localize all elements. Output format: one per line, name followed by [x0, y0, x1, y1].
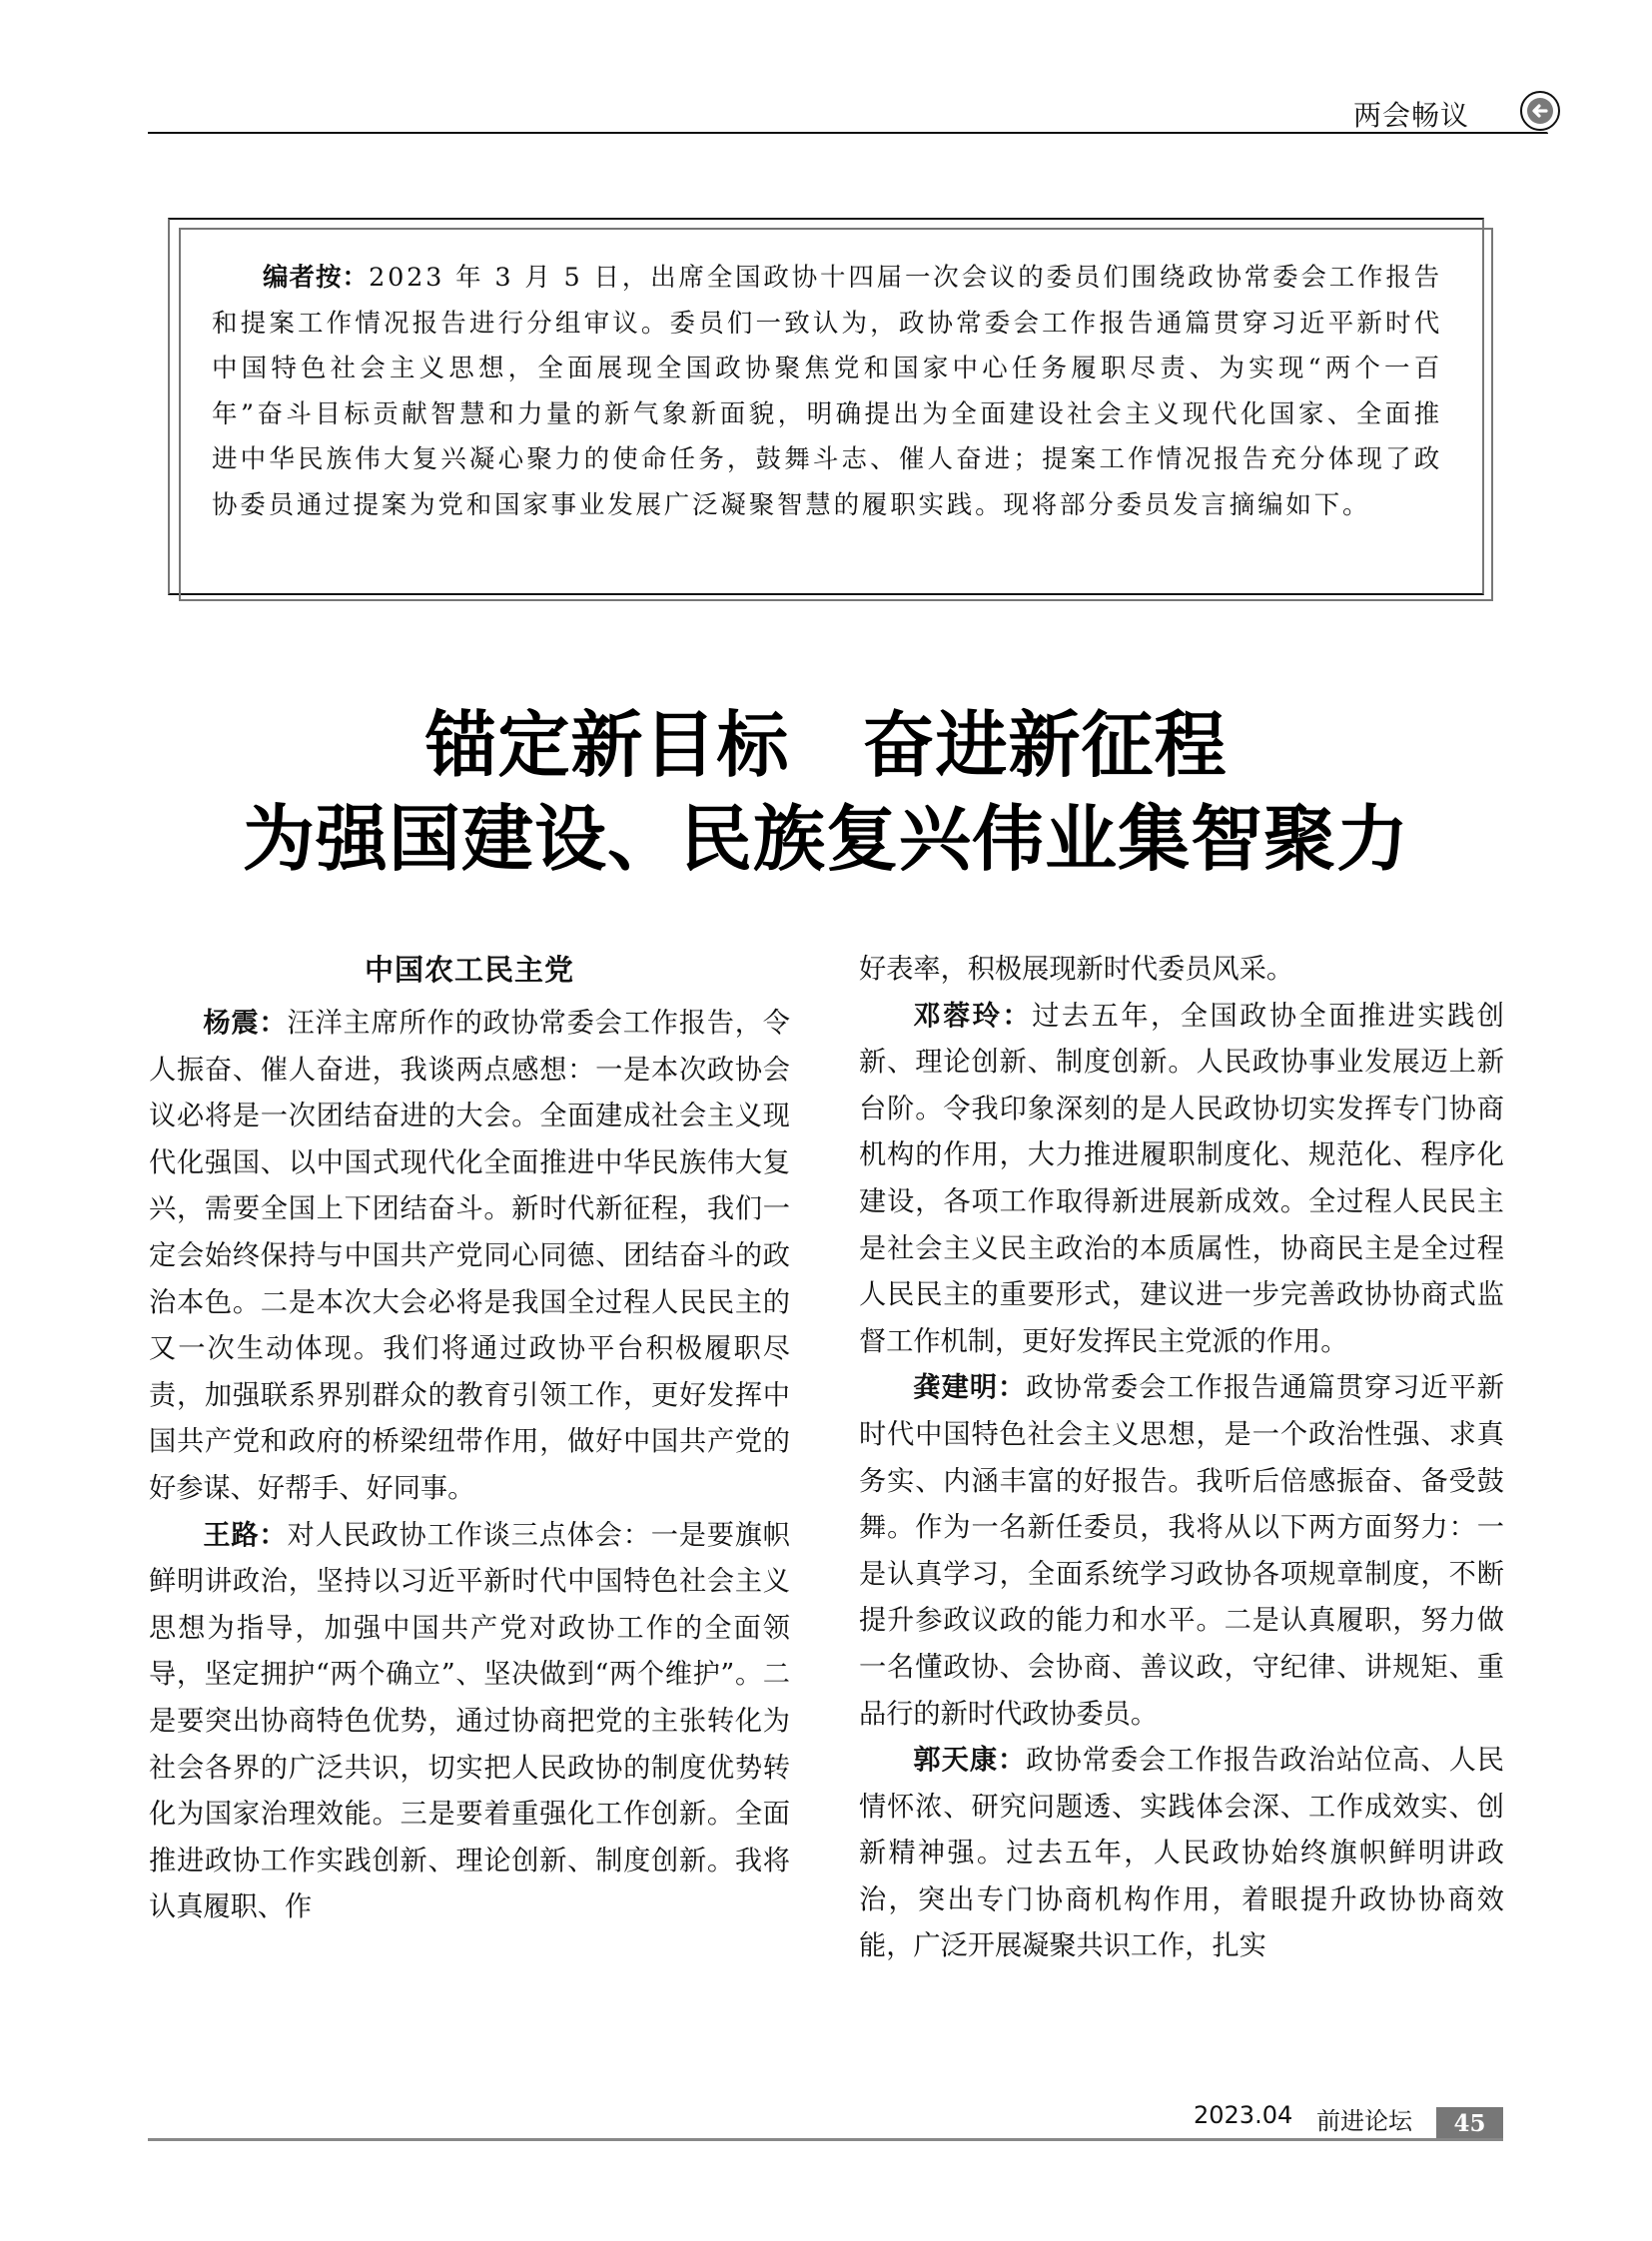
speech-paragraph: [859, 994, 1504, 1366]
speaker-name: 邓蓉玲：: [913, 1000, 1033, 1032]
speech-paragraph-continued: [859, 947, 1504, 994]
speech-paragraph: [859, 1738, 1504, 1970]
speech-text: 政协常委会工作报告通篇贯穿习近平新时代中国特色社会主义思想，是一个政治性强、求真务实、内涵丰富的好报告。我听后倍感振奋、备受鼓舞。作为一名新任委员，我将从以下两方面努力：一是认真学习，全面系统学习政协各项规章制度，不断提升参政议政的能力和水平。二是认真履职，努力做一名懂政协、会协商、善议政，守纪律、讲规矩、重品行的新时代政协委员。: [859, 1372, 1504, 1730]
headline-line-2: 为强国建设、民族复兴伟业集智聚力: [242, 797, 1409, 881]
editor-note-lead: 编者按：: [263, 263, 370, 293]
speech-paragraph: [149, 1001, 790, 1513]
speaker-name: 杨震：: [203, 1008, 288, 1039]
party-heading: 中国农工民主党: [364, 953, 574, 987]
speaker-name: 郭天康：: [913, 1745, 1027, 1777]
speech-paragraph: [859, 1365, 1504, 1738]
speech-text: 对人民政协工作谈三点体会：一是要旗帜鲜明讲政治，坚持以习近平新时代中国特色社会主义思想为指导，加强中国共产党对政协工作的全面领导，坚定拥护“两个确立”、坚决做到“两个维护”。二是要突出协商特色优势，通过协商把党的主张转化为社会各界的广泛共识，切实把人民政协的制度优势转化为国家治理效能。三是要着重强化工作创新。全面推进政协工作实践创新、理论创新、制度创新。我将认真履职、作: [149, 1519, 790, 1923]
article-column-right: [859, 947, 1504, 1970]
footer-rule: [148, 2138, 1503, 2141]
article-column-left: [149, 947, 790, 1931]
speech-text: 政协常委会工作报告政治站位高、人民情怀浓、研究问题透、实践体会深、工作成效实、创新精神强。过去五年，人民政协始终旗帜鲜明讲政治，突出专门协商机构作用，着眼提升政协协商效能，广泛开展凝聚共识工作，扎实: [859, 1745, 1504, 1962]
speech-text: 好表率，积极展现新时代委员风采。: [859, 954, 1294, 985]
speech-text: 过去五年，全国政协全面推进实践创新、理论创新、制度创新。人民政协事业发展迈上新台阶。令我印象深刻的是人民政协切实发挥专门协商机构的作用，大力推进履职制度化、规范化、程序化建设，各项工作取得新进展新成效。全过程人民民主是社会主义民主政治的本质属性，协商民主是全过程人民民主的重要形式，建议进一步完善政协协商式监督工作机制，更好发挥民主党派的作用。: [859, 1000, 1504, 1357]
editor-note-text: 2023 年 3 月 5 日，出席全国政协十四届一次会议的委员们围绕政协常委会工作报告和提案工作情况报告进行分组审议。委员们一致认为，政协常委会工作报告通篇贯穿习近平新时代中国特色社会主义思想，全面展现全国政协聚焦党和国家中心任务履职尽责、为实现“两个一百年”奋斗目标贡献智慧和力量的新气象新面貌，明确提出为全面建设社会主义现代化国家、全面推进中华民族伟大复兴凝心聚力的使命任务，鼓舞斗志、催人奋进；提案工作情况报告充分体现了政协委员通过提案为党和国家事业发展广泛凝聚智慧的履职实践。现将部分委员发言摘编如下。: [212, 263, 1442, 520]
header-rule: [148, 132, 1548, 134]
section-title: 两会畅议: [1353, 99, 1470, 132]
speaker-name: 龚建明：: [913, 1372, 1027, 1404]
speaker-name: 王路：: [203, 1519, 288, 1551]
issue-date: 2023.04: [1194, 2101, 1293, 2129]
speech-text: 汪洋主席所作的政协常委会工作报告，令人振奋、催人奋进，我谈两点感想：一是本次政协会议必将是一次团结奋进的大会。全面建成社会主义现代化强国、以中国式现代化全面推进中华民族伟大复兴，需要全国上下团结奋斗。新时代新征程，我们一定会始终保持与中国共产党同心同德、团结奋斗的政治本色。二是本次大会必将是我国全过程人民民主的又一次生动体现。我们将通过政协平台积极履职尽责，加强联系界别群众的教育引领工作，更好发挥中国共产党和政府的桥梁纽带作用，做好中国共产党的好参谋、好帮手、好同事。: [149, 1008, 790, 1504]
back-arrow-circle-icon: [1520, 91, 1560, 131]
page-number: 45: [1436, 2107, 1503, 2139]
magazine-name: 前进论坛: [1316, 2107, 1412, 2135]
editor-note: [212, 256, 1442, 528]
headline-line-1: 锚定新目标 奋进新征程: [424, 703, 1228, 787]
speech-paragraph: [149, 1513, 790, 1931]
